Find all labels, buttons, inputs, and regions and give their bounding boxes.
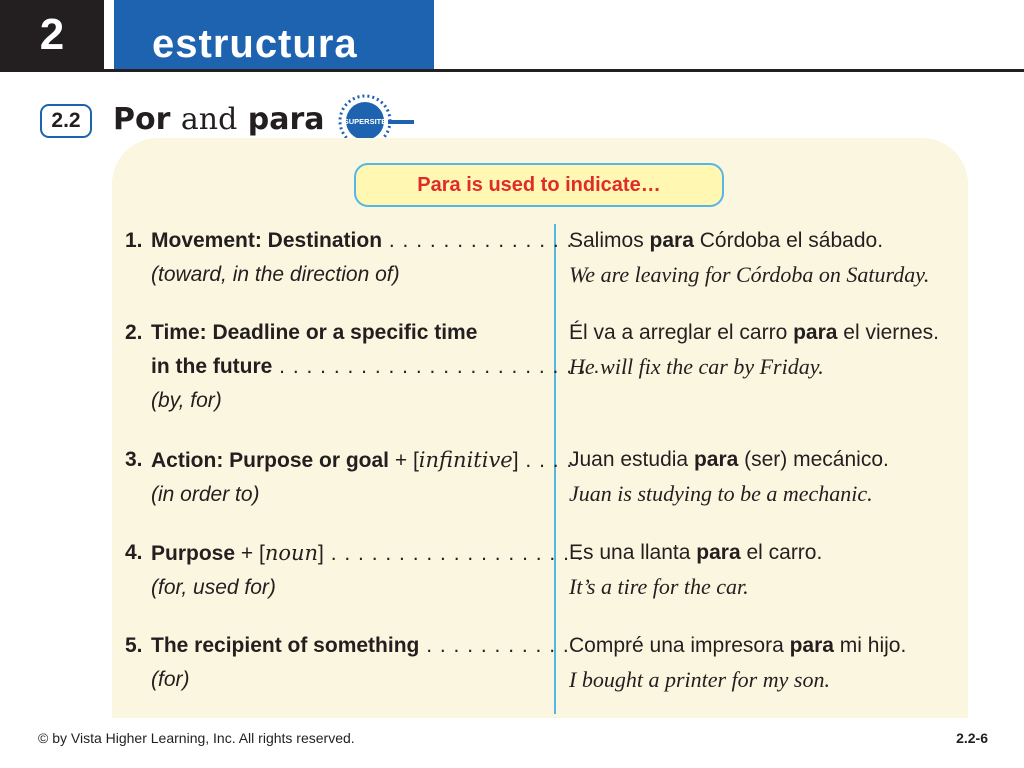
supersite-underline bbox=[388, 120, 414, 124]
spanish-text: Es una llanta bbox=[569, 541, 697, 564]
table-heading: Para is used to indicate… bbox=[354, 163, 724, 207]
usage-number: 4. bbox=[125, 541, 143, 564]
example-pair bbox=[569, 443, 964, 511]
para-highlight: para bbox=[696, 541, 741, 564]
para-highlight: para bbox=[789, 634, 834, 657]
chapter-header-bar bbox=[0, 0, 1024, 72]
usage-number: 1. bbox=[125, 229, 143, 252]
usage-gloss: (for, used for) bbox=[151, 576, 276, 599]
spanish-text: Salimos bbox=[569, 229, 650, 252]
section-title-para: para bbox=[247, 102, 325, 137]
usage-label: in the future bbox=[151, 355, 273, 378]
spanish-text: Córdoba el sábado. bbox=[693, 229, 884, 252]
usage-label: The recipient of something bbox=[151, 634, 420, 657]
example-pair bbox=[569, 536, 964, 604]
usage-gloss: (toward, in the direction of) bbox=[151, 263, 400, 286]
leader-dots: . . . . . . . . . . . . . . . . . . . . . . . . . . bbox=[272, 355, 628, 378]
usage-gloss: (by, for) bbox=[151, 389, 222, 412]
usage-grammar-term: noun bbox=[264, 541, 319, 565]
header-rule bbox=[0, 69, 1024, 72]
spanish-example bbox=[569, 443, 964, 477]
copyright-footer: © by Vista Higher Learning, Inc. All rights reserved. bbox=[38, 730, 355, 746]
spanish-example bbox=[569, 316, 964, 350]
usage-label: Action: Purpose or goal bbox=[151, 449, 390, 472]
usage-number: 2. bbox=[125, 321, 143, 344]
usage-plus: + [ bbox=[235, 542, 265, 565]
spanish-example bbox=[569, 629, 964, 663]
usage-number: 5. bbox=[125, 634, 143, 657]
usage-label: Purpose bbox=[151, 542, 236, 565]
page-number: 2.2-6 bbox=[956, 730, 988, 746]
example-pair bbox=[569, 629, 964, 697]
usage-label-line bbox=[151, 443, 574, 478]
para-highlight: para bbox=[793, 321, 838, 344]
example-pair bbox=[569, 316, 964, 384]
english-translation: It’s a tire for the car. bbox=[569, 574, 749, 599]
leader-dots: . . . . bbox=[518, 449, 574, 472]
leader-dots: . . . . . . . . . . . . . . bbox=[382, 229, 574, 252]
spanish-text: Compré una impresora bbox=[569, 634, 790, 657]
usage-label: Time: Deadline or a specific time bbox=[151, 321, 478, 344]
english-translation: We are leaving for Córdoba on Saturday. bbox=[569, 262, 930, 287]
usage-grammar-term: infinitive bbox=[418, 448, 513, 472]
section-title-por: Por bbox=[113, 102, 171, 137]
usage-bracket-close: ] bbox=[512, 449, 519, 472]
section-number-badge: 2.2 bbox=[40, 104, 92, 138]
usage-number: 3. bbox=[125, 448, 143, 471]
usage-label: Movement: Destination bbox=[151, 229, 383, 252]
chapter-number: 2 bbox=[0, 0, 104, 70]
usage-description bbox=[125, 224, 574, 292]
usage-label-line bbox=[151, 629, 570, 663]
spanish-example bbox=[569, 536, 964, 570]
example-pair bbox=[569, 224, 964, 292]
spanish-example bbox=[569, 224, 964, 258]
section-title-and: and bbox=[180, 102, 238, 137]
usage-label-line bbox=[151, 316, 530, 350]
usage-gloss: (for) bbox=[151, 668, 190, 691]
usage-gloss: (in order to) bbox=[151, 483, 260, 506]
supersite-logo-text: SUPERSITE bbox=[343, 117, 387, 126]
english-translation: Juan is studying to be a mechanic. bbox=[569, 481, 873, 506]
usage-plus: + [ bbox=[389, 449, 419, 472]
para-highlight: para bbox=[693, 448, 739, 471]
section-name-banner: estructura bbox=[114, 0, 434, 70]
usage-description bbox=[125, 443, 574, 512]
usage-description bbox=[125, 536, 584, 605]
para-highlight: para bbox=[649, 229, 694, 252]
usage-description bbox=[125, 316, 628, 418]
spanish-text: Él va a arreglar el carro bbox=[569, 321, 794, 344]
usage-label-line bbox=[151, 350, 628, 384]
english-translation: I bought a printer for my son. bbox=[569, 667, 830, 692]
spanish-text: Juan estudia bbox=[569, 448, 694, 471]
usage-label-line bbox=[151, 224, 574, 258]
usage-description bbox=[125, 629, 570, 697]
spanish-text: el carro. bbox=[740, 541, 823, 564]
leader-dots: . . . . . . . . . . . bbox=[419, 634, 570, 657]
english-translation: He will fix the car by Friday. bbox=[569, 354, 824, 379]
usage-bracket-close: ] bbox=[318, 542, 324, 565]
leader-dots: . . . . . . . . . . . . . . . . . . . bbox=[323, 542, 584, 565]
section-title bbox=[113, 98, 325, 142]
spanish-text: (ser) mecánico. bbox=[738, 448, 889, 471]
usage-label-line bbox=[151, 536, 584, 571]
spanish-text: mi hijo. bbox=[833, 634, 907, 657]
spanish-text: el viernes. bbox=[837, 321, 939, 344]
